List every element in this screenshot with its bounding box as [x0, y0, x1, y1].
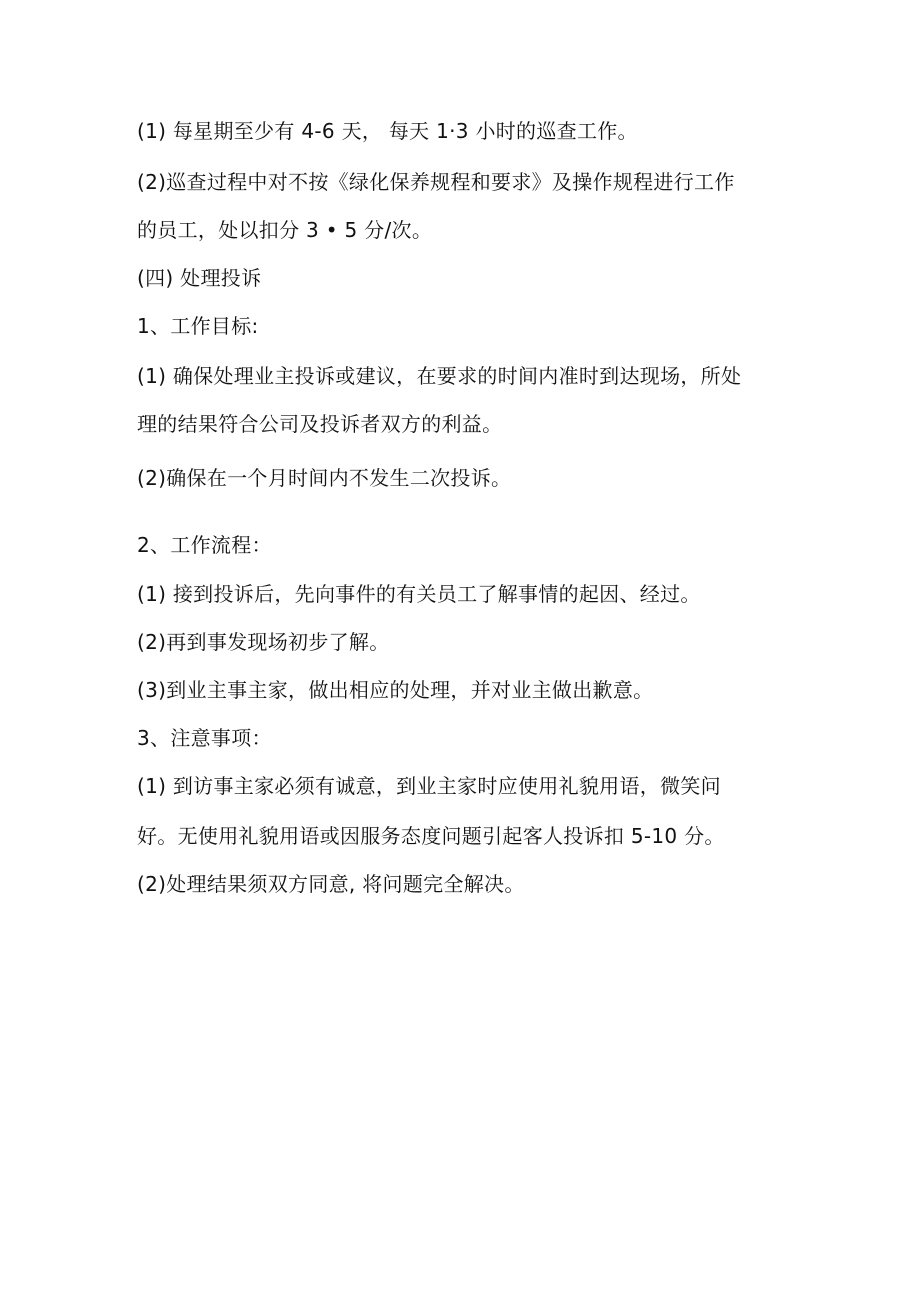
paragraph-goal-2: (2)确保在一个月时间内不发生二次投诉。 — [137, 466, 512, 490]
paragraph-inspection-penalty-line2: 的员工，处以扣分 3 • 5 分/次。 — [137, 218, 433, 242]
subheading-notes: 3、注意事项： — [137, 726, 272, 750]
paragraph-note-2: (2)处理结果须双方同意, 将问题完全解决。 — [137, 872, 525, 896]
section-heading-complaints: (四) 处理投诉 — [137, 266, 262, 290]
paragraph-inspection-frequency: (1) 每星期至少有 4-6 天， 每天 1·3 小时的巡查工作。 — [137, 119, 638, 143]
paragraph-note-1-line2: 好。无使用礼貌用语或因服务态度问题引起客人投诉扣 5-10 分。 — [137, 824, 725, 848]
paragraph-workflow-2: (2)再到事发现场初步了解。 — [137, 630, 390, 654]
paragraph-inspection-penalty-line1: (2)巡查过程中对不按《绿化保养规程和要求》及操作规程进行工作 — [137, 170, 735, 194]
paragraph-goal-1-line2: 理的结果符合公司及投诉者双方的利益。 — [137, 412, 503, 436]
subheading-work-goals: 1、工作目标: — [137, 314, 259, 338]
paragraph-goal-1-line1: (1) 确保处理业主投诉或建议，在要求的时间内准时到达现场，所处 — [137, 364, 742, 388]
paragraph-note-1-line1: (1) 到访事主家必须有诚意，到业主家时应使用礼貌用语，微笑问 — [137, 774, 721, 798]
paragraph-workflow-1: (1) 接到投诉后，先向事件的有关员工了解事情的起因、经过。 — [137, 582, 701, 606]
subheading-workflow: 2、工作流程： — [137, 533, 272, 557]
paragraph-workflow-3: (3)到业主事主家，做出相应的处理，并对业主做出歉意。 — [137, 678, 654, 702]
